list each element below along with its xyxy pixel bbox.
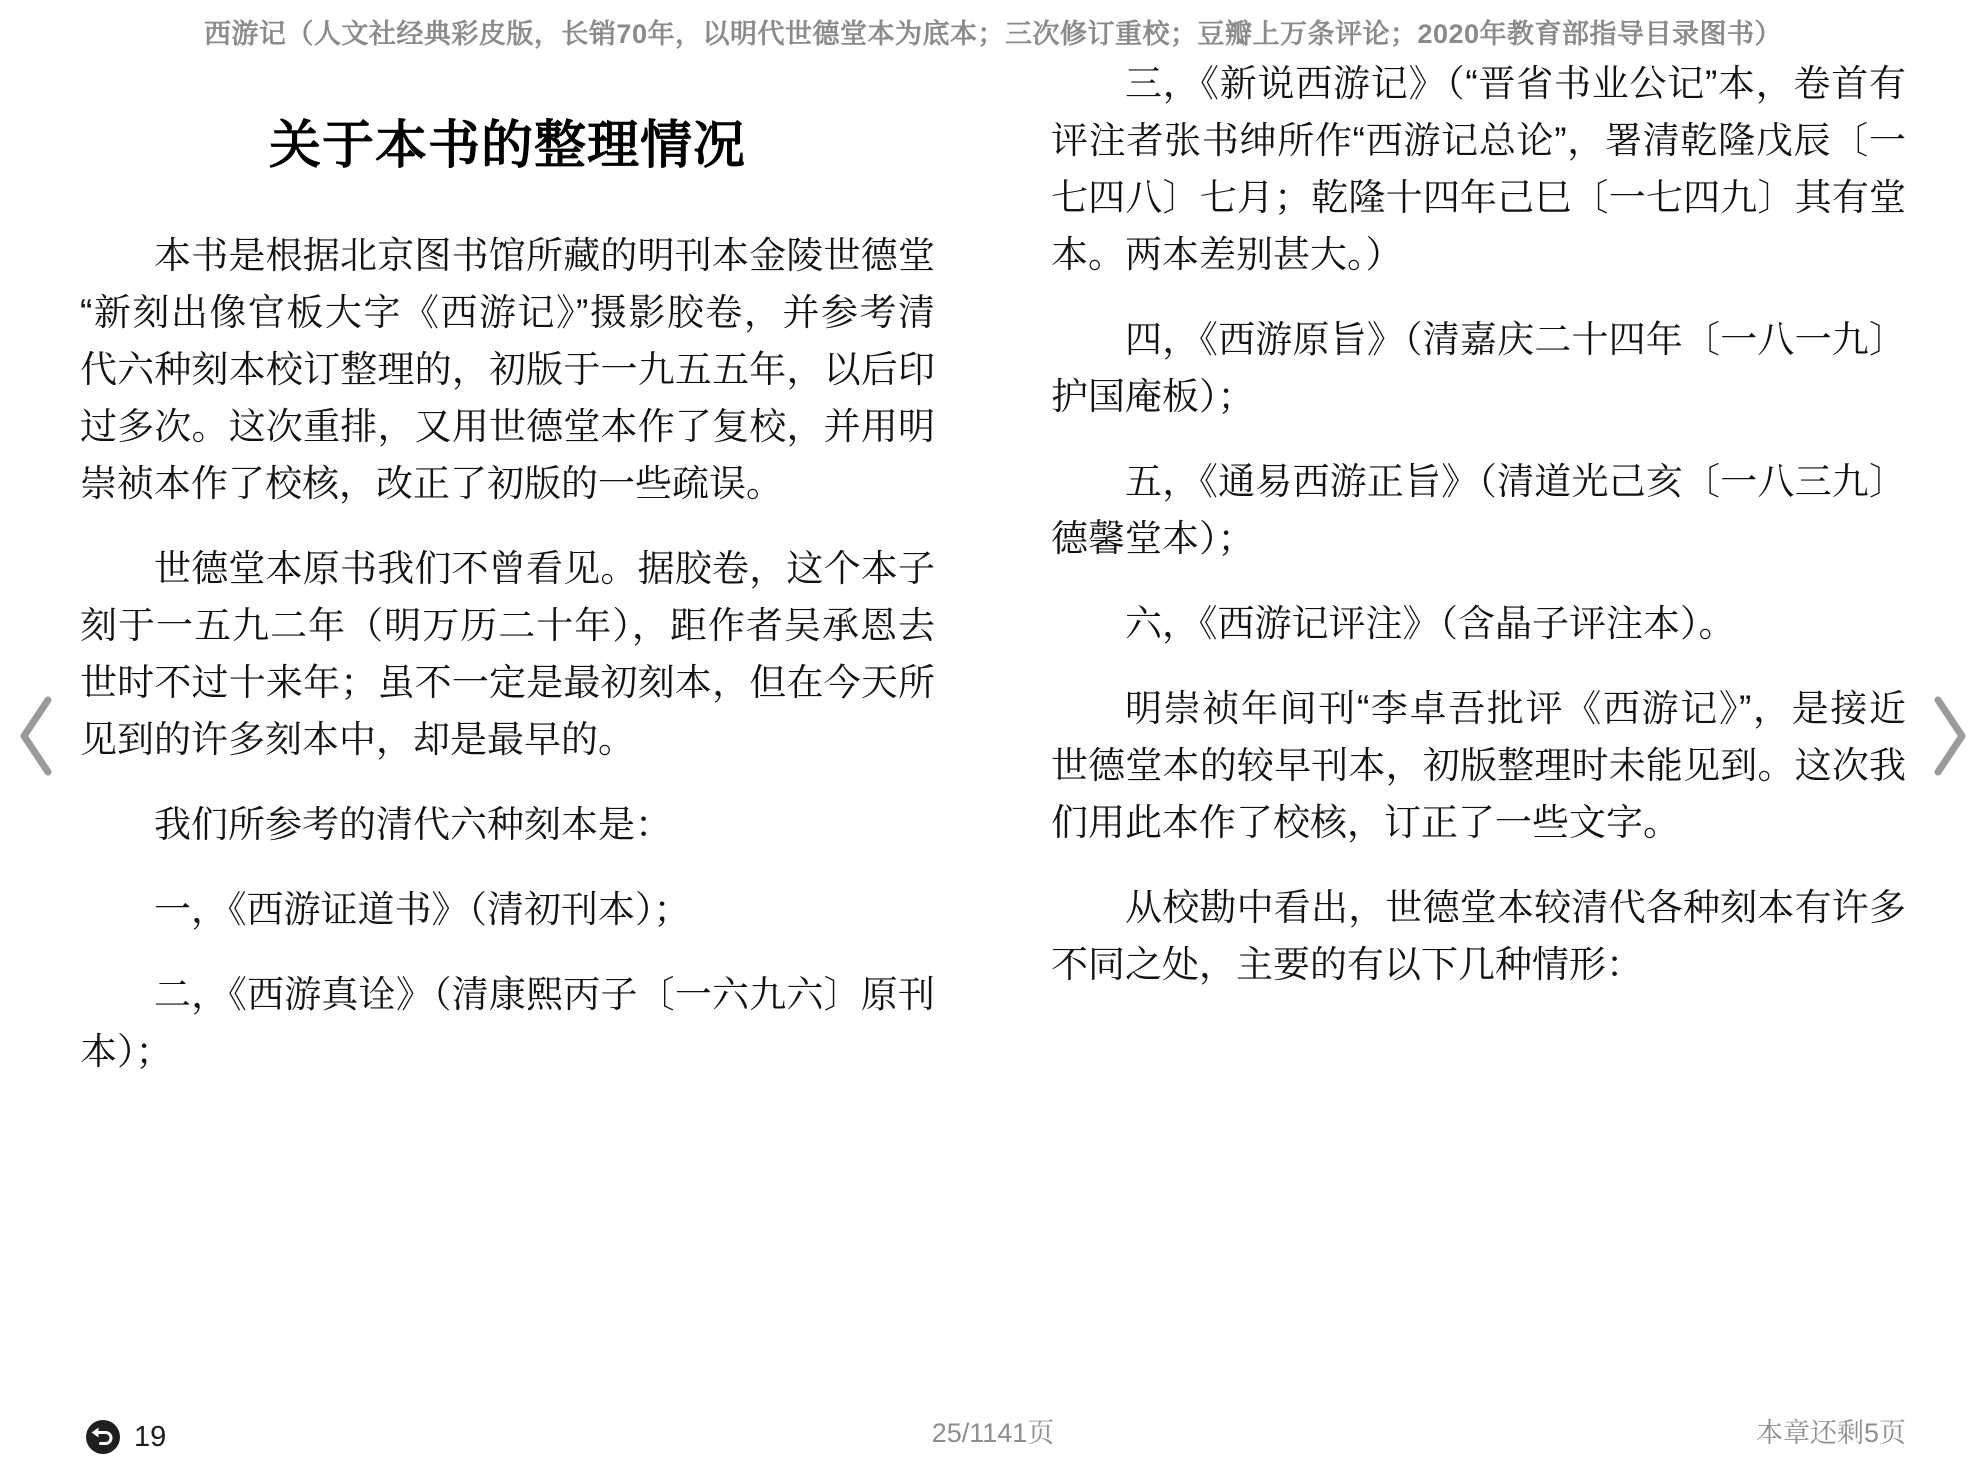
paragraph: 本书是根据北京图书馆所藏的明刊本金陵世德堂“新刻出像官板大字《西游记》”摄影胶卷，并参考清代六种刻本校订整理的，初版于一九五五年，以后印过多次。这次重排，又用世德堂本作了复校，并用明崇祯本作了校核，改正了初版的一些疏误。 [80, 235, 935, 504]
back-page-number: 19 [134, 1420, 167, 1453]
chevron-left-icon [14, 692, 58, 780]
page-progress: 25/1141页 [931, 1418, 1055, 1448]
book-title: 西游记（人文社经典彩皮版，长销70年，以明代世德堂本为底本；三次修订重校；豆瓣上万条评论；2020年教育部指导目录图书） [203, 19, 1783, 49]
chapter-remaining: 本章还剩5页 [1755, 1418, 1906, 1448]
reading-area [80, 55, 1906, 1080]
footer-bar [80, 1412, 1906, 1454]
prev-page-button[interactable] [14, 692, 58, 780]
paragraph: 二，《西游真诠》（清康熙丙子〔一六九六〕原刊本）； [80, 974, 935, 1072]
right-column [1051, 55, 1906, 1080]
section-title: 关于本书的整理情况 [268, 117, 746, 175]
next-page-button[interactable] [1928, 692, 1972, 780]
paragraph: 一，《西游证道书》（清初刊本）； [154, 889, 691, 930]
left-column [80, 55, 935, 1080]
paragraph: 五，《通易西游正旨》（清道光己亥〔一八三九〕德馨堂本）； [1051, 461, 1906, 559]
paragraph: 六，《西游记评注》（含晶子评注本）。 [1125, 603, 1736, 644]
paragraph: 世德堂本原书我们不曾看见。据胶卷，这个本子刻于一五九二年（明万历二十年），距作者吴承恩去世时不过十来年；虽不一定是最初刻本，但在今天所见到的许多刻本中，却是最早的。 [80, 548, 935, 760]
paragraph: 四，《西游原旨》（清嘉庆二十四年〔一八一九〕护国庵板）； [1051, 319, 1906, 417]
paragraph: 明崇祯年间刊“李卓吾批评《西游记》”，是接近世德堂本的较早刊本，初版整理时未能见到。这次我们用此本作了校核，订正了一些文字。 [1051, 688, 1906, 843]
paragraph: 从校勘中看出，世德堂本较清代各种刻本有许多不同之处，主要的有以下几种情形： [1051, 887, 1906, 985]
paragraph: 三，《新说西游记》（“晋省书业公记”本，卷首有评注者张书绅所作“西游记总论”，署清乾隆戊辰〔一七四八〕七月；乾隆十四年己巳〔一七四九〕其有堂本。两本差别甚大。） [1051, 63, 1906, 275]
chevron-right-icon [1928, 692, 1972, 780]
paragraph: 我们所参考的清代六种刻本是： [154, 804, 672, 845]
